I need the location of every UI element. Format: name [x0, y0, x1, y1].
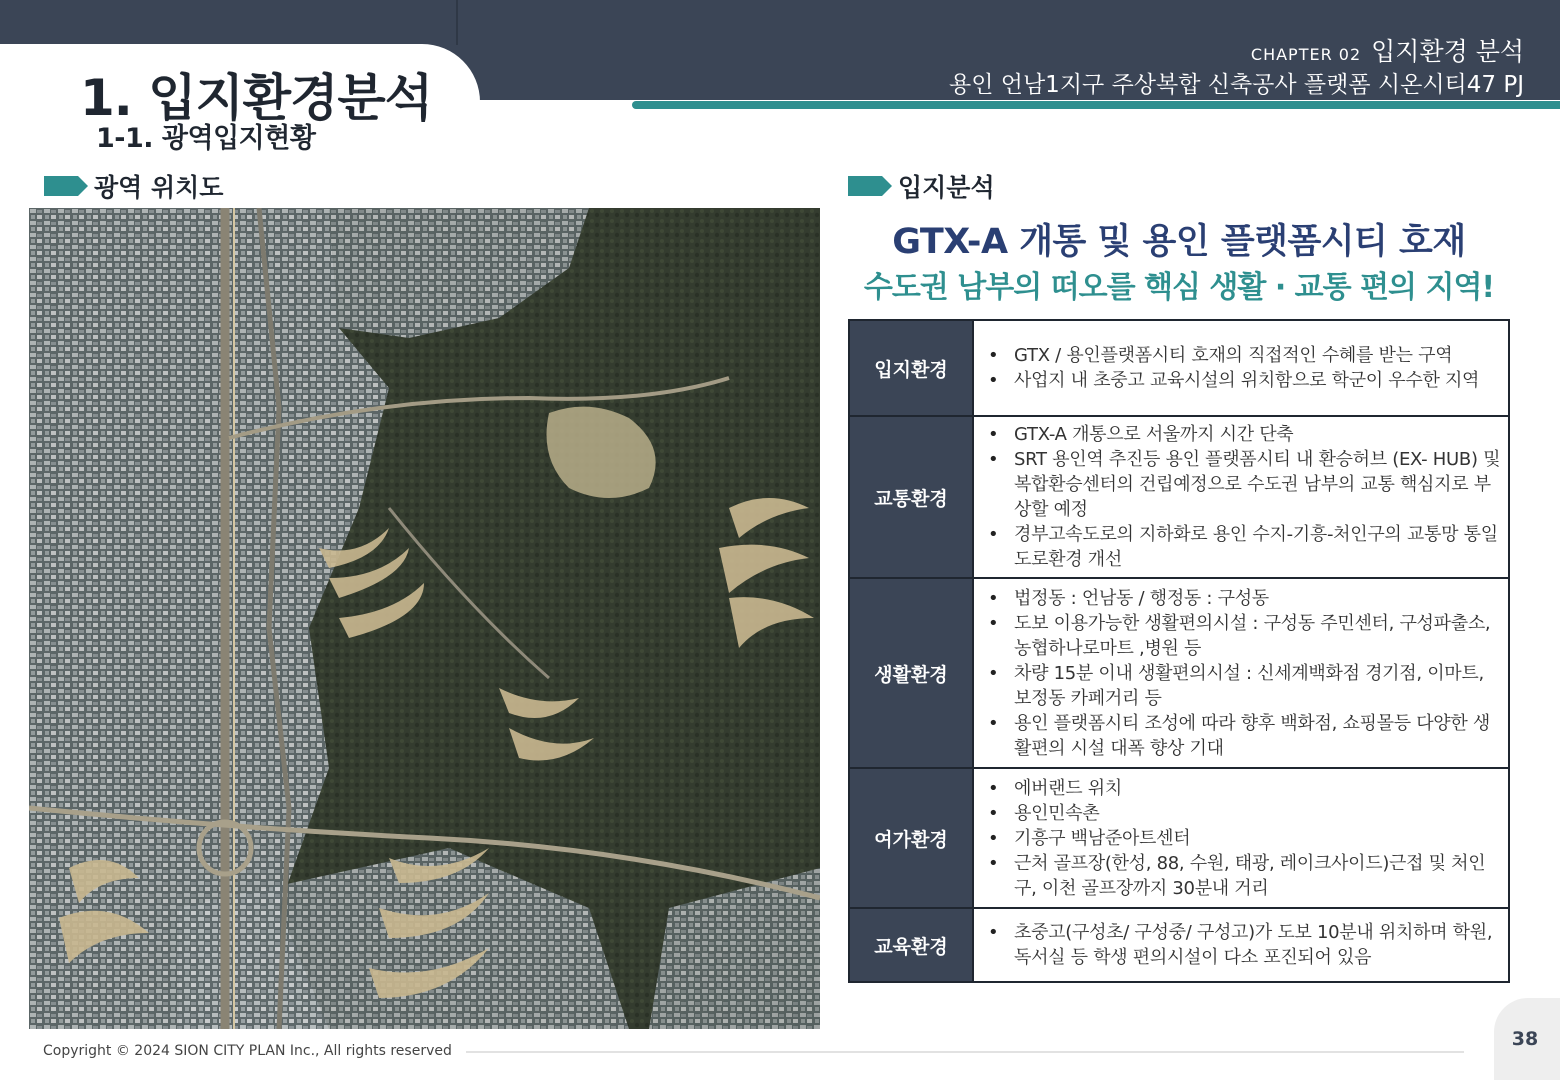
list-item: • 도보 이용가능한 생활편의시설 : 구성동 주민센터, 구성파출소, 농협하나로마트 ,병원 등 — [984, 611, 1502, 661]
project-name: 용인 언남1지구 주상복합 신축공사 플랫폼 시온시티47 PJ — [949, 72, 1524, 98]
section-label: 입지분석 — [898, 173, 995, 202]
table-row — [849, 416, 1509, 578]
section-header-location-analysis — [848, 168, 995, 204]
chapter-title: 입지환경 분석 — [1371, 37, 1524, 66]
row-category: 여가환경 — [849, 768, 973, 908]
list-item: • GTX / 용인플랫폼시티 호재의 직접적인 수혜를 받는 구역 — [984, 343, 1502, 368]
list-item: • 차량 15분 이내 생활편의시설 : 신세계백화점 경기점, 이마트, 보정동 카페거리 등 — [984, 661, 1502, 711]
page-number: 38 — [1511, 1028, 1539, 1050]
table-row — [849, 768, 1509, 908]
row-description — [973, 320, 1509, 416]
list-item: • SRT 용인역 추진등 용인 플랫폼시티 내 환승허브 (EX- HUB) 및 복합환승센터의 건립예정으로 수도권 남부의 교통 핵심지로 부상할 예정 — [984, 447, 1502, 522]
section-label: 광역 위치도 — [94, 173, 224, 202]
row-category: 생활환경 — [849, 578, 973, 768]
list-item: • 기흥구 백남준아트센터 — [984, 826, 1502, 851]
list-item: • 근처 골프장(한성, 88, 수원, 태광, 레이크사이드)근접 및 처인구, 이천 골프장까지 30분내 거리 — [984, 851, 1502, 901]
list-item: • 경부고속도로의 지하화로 용인 수지-기흥-처인구의 교통망 통일 도로환경 개선 — [984, 522, 1502, 572]
row-description — [973, 908, 1509, 982]
aerial-map-image — [29, 208, 820, 1029]
chapter-label: CHAPTER 02 — [1250, 45, 1362, 64]
row-description — [973, 578, 1509, 768]
list-item: • 용인 플랫폼시티 조성에 따라 향후 백화점, 쇼핑몰등 다양한 생활편의 시설 대폭 향상 기대 — [984, 711, 1502, 761]
row-category: 교통환경 — [849, 416, 973, 578]
location-analysis-table — [848, 319, 1510, 983]
headline-secondary: 수도권 남부의 떠오를 핵심 생활 · 교통 편의 지역! — [863, 270, 1495, 305]
row-description — [973, 416, 1509, 578]
chapter-heading — [1251, 32, 1524, 68]
section-marker-icon — [848, 176, 892, 196]
list-item: • 초중고(구성초/ 구성중/ 구성고)가 도보 10분내 위치하며 학원, 독서실 등 학생 편의시설이 다소 포진되어 있음 — [984, 920, 1502, 970]
section-marker-icon — [44, 176, 88, 196]
row-description — [973, 768, 1509, 908]
copyright-notice: Copyright © 2024 SION CITY PLAN Inc., All rights reserved — [43, 1043, 452, 1059]
list-item: • 에버랜드 위치 — [984, 776, 1502, 801]
table-row — [849, 320, 1509, 416]
page-title: 1. 입지환경분석 — [80, 69, 432, 127]
page-subtitle: 1-1. 광역입지현황 — [96, 123, 316, 154]
header-divider — [456, 0, 458, 45]
list-item: • 사업지 내 초중고 교육시설의 위치함으로 학군이 우수한 지역 — [984, 368, 1502, 393]
headline-primary: GTX-A 개통 및 용인 플랫폼시티 호재 — [892, 222, 1466, 262]
section-header-location-map — [44, 168, 223, 204]
table-row — [849, 578, 1509, 768]
table-row — [849, 908, 1509, 982]
list-item: • GTX-A 개통으로 서울까지 시간 단축 — [984, 422, 1502, 447]
footer-rule — [466, 1051, 1464, 1053]
row-category: 교육환경 — [849, 908, 973, 982]
list-item: • 법정동 : 언남동 / 행정동 : 구성동 — [984, 586, 1502, 611]
list-item: • 용인민속촌 — [984, 801, 1502, 826]
header-accent-rule — [632, 101, 1560, 109]
row-category: 입지환경 — [849, 320, 973, 416]
